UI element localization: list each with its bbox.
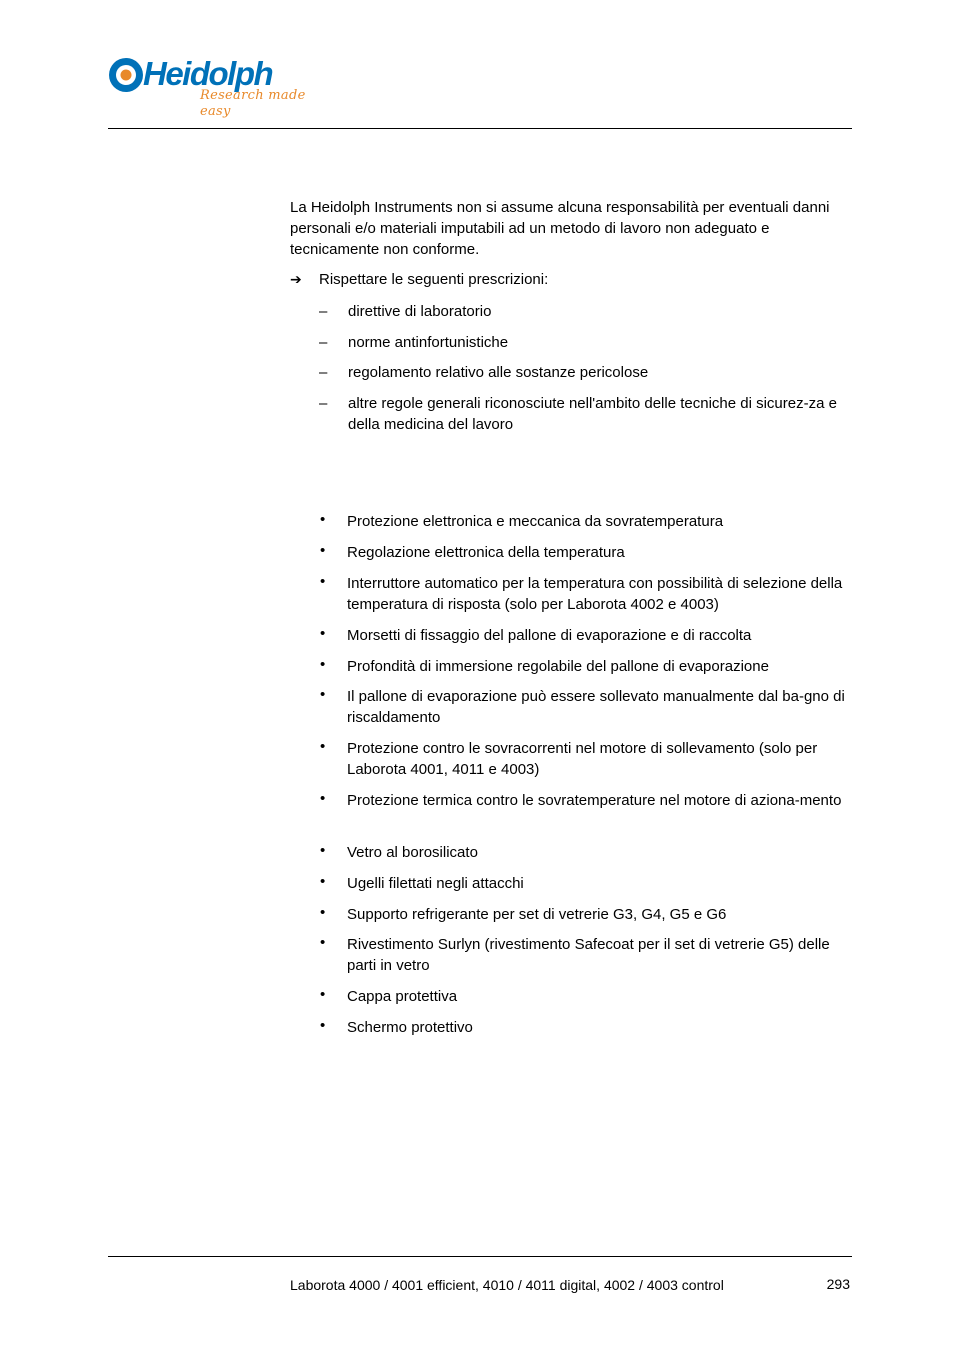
logo-tagline: Research made easy [200, 88, 306, 119]
header-divider [108, 128, 852, 129]
logo-wordmark: Heidolph [143, 55, 273, 92]
bullet-icon: • [320, 904, 326, 921]
heidolph-logo [108, 50, 328, 119]
bullet-icon: • [320, 573, 326, 590]
bullet-icon: • [320, 542, 326, 559]
page-number: 293 [826, 1276, 850, 1292]
footer-divider [108, 1256, 852, 1257]
dash-icon: – [319, 395, 328, 412]
bullet-icon: • [320, 625, 326, 642]
bullet-icon: • [320, 873, 326, 890]
logo-emblem-icon [108, 53, 148, 99]
dash-icon: – [319, 303, 328, 320]
bullet-icon: • [320, 934, 326, 951]
instruction-text: Rispettare le seguenti prescrizioni: [319, 271, 549, 288]
bullet-icon: • [320, 842, 326, 859]
intro-paragraph: La Heidolph Instruments non si assume alcuna responsabilità per eventuali danni personali e/o materiali imputabili ad un metodo di lavoro non adeguato e tecnicamente non conforme. [290, 199, 830, 258]
arrow-icon: ➔ [290, 271, 302, 287]
bullet-icon: • [320, 656, 326, 673]
bullet-icon: • [320, 1017, 326, 1034]
bullet-icon: • [320, 986, 326, 1003]
bullet-icon: • [320, 511, 326, 528]
bullet-icon: • [320, 790, 326, 807]
footer-product-line: Laborota 4000 / 4001 efficient, 4010 / 4011 digital, 4002 / 4003 control [290, 1277, 724, 1293]
bullet-icon: • [320, 686, 326, 703]
dash-icon: – [319, 364, 328, 381]
bullet-icon: • [320, 738, 326, 755]
dash-icon: – [319, 334, 328, 351]
